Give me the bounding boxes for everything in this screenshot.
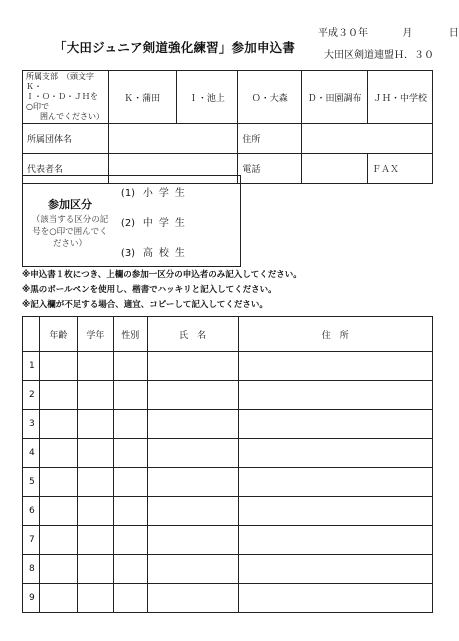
- table-row: [23, 381, 433, 410]
- category-heading: 参加区分: [47, 198, 92, 211]
- name-cell[interactable]: [147, 526, 238, 555]
- fax-cell[interactable]: [368, 154, 433, 184]
- row-number: 1: [23, 352, 40, 381]
- address-cell[interactable]: [238, 584, 433, 613]
- branch-label: 所属支部 （頭文字Ｋ・ Ｉ・Ｏ・Ｄ・ＪＨを○印で 囲んでください）: [23, 71, 109, 124]
- address-cell[interactable]: [238, 468, 433, 497]
- branch-option-o[interactable]: Ｏ・大森: [238, 71, 302, 124]
- name-cell[interactable]: [147, 468, 238, 497]
- name-cell[interactable]: [147, 439, 238, 468]
- affiliation-table: [22, 70, 433, 184]
- table-row: [23, 555, 433, 584]
- gender-cell[interactable]: [113, 352, 147, 381]
- address-label: 住所: [238, 124, 302, 154]
- age-cell[interactable]: [39, 497, 77, 526]
- note-1: ※申込書１枚につき、上欄の参加一区分の申込者のみ記入してください。: [22, 270, 302, 280]
- age-cell[interactable]: [39, 352, 77, 381]
- gender-cell[interactable]: [113, 497, 147, 526]
- roster-header-grade: 学年: [77, 317, 113, 352]
- gender-cell[interactable]: [113, 468, 147, 497]
- name-cell[interactable]: [147, 410, 238, 439]
- name-cell[interactable]: [147, 584, 238, 613]
- address-cell[interactable]: [238, 439, 433, 468]
- phone-field[interactable]: [302, 154, 368, 184]
- grade-cell[interactable]: [77, 555, 113, 584]
- address-cell[interactable]: [238, 381, 433, 410]
- date-era: 平成３０年: [318, 28, 368, 39]
- row-number: 3: [23, 410, 40, 439]
- table-row: [23, 410, 433, 439]
- row-number: 6: [23, 497, 40, 526]
- row-number: 4: [23, 439, 40, 468]
- table-row: [23, 497, 433, 526]
- instructions: [22, 268, 302, 313]
- grade-cell[interactable]: [77, 439, 113, 468]
- grade-cell[interactable]: [77, 497, 113, 526]
- representative-label: 代表者名: [23, 154, 109, 184]
- branch-option-i[interactable]: Ｉ・池上: [176, 71, 238, 124]
- roster-header-num: [23, 317, 40, 352]
- gender-cell[interactable]: [113, 439, 147, 468]
- age-cell[interactable]: [39, 555, 77, 584]
- roster-header-age: 年齢: [39, 317, 77, 352]
- phone-label: 電話: [238, 154, 302, 184]
- grade-cell[interactable]: [77, 381, 113, 410]
- gender-cell[interactable]: [113, 410, 147, 439]
- table-row: [23, 468, 433, 497]
- address-cell[interactable]: [238, 526, 433, 555]
- date-month: 月: [402, 28, 413, 39]
- address-cell[interactable]: [238, 497, 433, 526]
- row-number: 8: [23, 555, 40, 584]
- address-field[interactable]: [302, 124, 433, 154]
- roster-table: [22, 316, 433, 613]
- row-number: 5: [23, 468, 40, 497]
- branch-option-d[interactable]: Ｄ・田園調布: [302, 71, 368, 124]
- grade-cell[interactable]: [77, 352, 113, 381]
- category-box: [22, 175, 241, 267]
- age-cell[interactable]: [39, 381, 77, 410]
- age-cell[interactable]: [39, 439, 77, 468]
- name-cell[interactable]: [147, 555, 238, 584]
- gender-cell[interactable]: [113, 584, 147, 613]
- league-code: 大田区剣道連盟Ｈ．３０: [324, 50, 434, 61]
- category-heading-cell: [23, 176, 117, 267]
- age-cell[interactable]: [39, 526, 77, 555]
- row-number: 2: [23, 381, 40, 410]
- gender-cell[interactable]: [113, 381, 147, 410]
- address-cell[interactable]: [238, 555, 433, 584]
- name-cell[interactable]: [147, 497, 238, 526]
- gender-cell[interactable]: [113, 526, 147, 555]
- category-item-2[interactable]: (2) 中学生: [117, 206, 241, 236]
- note-2: ※黒のボールペンを使用し、楷書でハッキリと記入してください。: [22, 285, 277, 295]
- roster-header-row: [23, 317, 433, 352]
- table-row: [23, 439, 433, 468]
- name-cell[interactable]: [147, 352, 238, 381]
- date-day: 日: [448, 28, 459, 39]
- address-cell[interactable]: [238, 410, 433, 439]
- grade-cell[interactable]: [77, 584, 113, 613]
- branch-option-jh[interactable]: ＪＨ・中学校: [368, 71, 433, 124]
- table-row: [23, 352, 433, 381]
- roster-header-address: 住 所: [238, 317, 433, 352]
- category-item-1[interactable]: (1) 小学生: [117, 176, 241, 207]
- fax-label: ＦＡＸ: [372, 165, 400, 175]
- grade-cell[interactable]: [77, 526, 113, 555]
- note-3: ※記入欄が不足する場合、適宜、コピーして記入してください。: [22, 300, 268, 310]
- age-cell[interactable]: [39, 584, 77, 613]
- row-number: 9: [23, 584, 40, 613]
- org-name-label: 所属団体名: [23, 124, 109, 154]
- category-item-3[interactable]: (3) 高校生: [117, 236, 241, 267]
- name-cell[interactable]: [147, 381, 238, 410]
- gender-cell[interactable]: [113, 555, 147, 584]
- row-number: 7: [23, 526, 40, 555]
- age-cell[interactable]: [39, 410, 77, 439]
- form-title: 「大田ジュニア剣道強化練習」参加申込書: [54, 40, 296, 55]
- date-line: [318, 24, 459, 39]
- table-row: [23, 584, 433, 613]
- roster-header-name: 氏 名: [147, 317, 238, 352]
- category-note: （該当する区分の記号を○印で囲んでください）: [31, 215, 109, 249]
- org-name-field[interactable]: [108, 124, 238, 154]
- roster-header-gender: 性別: [113, 317, 147, 352]
- table-row: [23, 526, 433, 555]
- grade-cell[interactable]: [77, 410, 113, 439]
- grade-cell[interactable]: [77, 468, 113, 497]
- address-cell[interactable]: [238, 352, 433, 381]
- age-cell[interactable]: [39, 468, 77, 497]
- branch-option-k[interactable]: Ｋ・蒲田: [108, 71, 176, 124]
